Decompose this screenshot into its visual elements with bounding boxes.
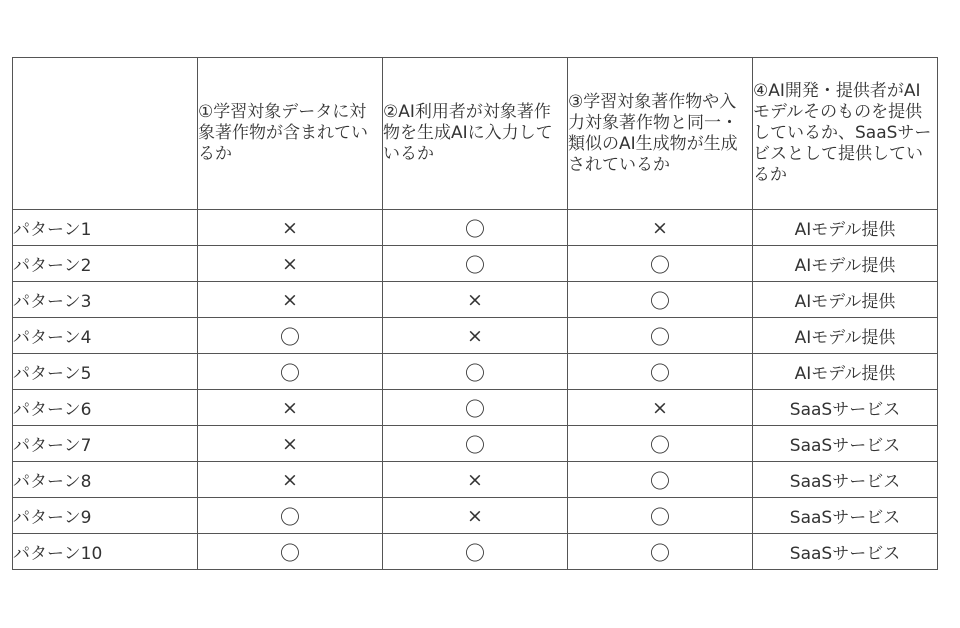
training-data-mark: 〇: [198, 534, 383, 570]
table-row: [13, 246, 938, 282]
table-body: [13, 210, 938, 570]
similar-output-mark: 〇: [568, 498, 753, 534]
similar-output-mark: 〇: [568, 282, 753, 318]
provision-type: SaaSサービス: [753, 426, 938, 462]
table-row: [13, 210, 938, 246]
pattern-label: パターン1: [13, 210, 198, 246]
provision-type: SaaSサービス: [753, 534, 938, 570]
similar-output-mark: 〇: [568, 534, 753, 570]
similar-output-mark: 〇: [568, 354, 753, 390]
pattern-label: パターン7: [13, 426, 198, 462]
user-input-mark: 〇: [383, 354, 568, 390]
pattern-label: パターン8: [13, 462, 198, 498]
table-row: [13, 534, 938, 570]
pattern-table: [12, 57, 938, 570]
user-input-mark: 〇: [383, 210, 568, 246]
header-user-input: ②AI利用者が対象著作物を生成AIに入力しているか: [383, 58, 568, 210]
training-data-mark: ×: [198, 246, 383, 282]
table-row: [13, 318, 938, 354]
pattern-label: パターン10: [13, 534, 198, 570]
pattern-label: パターン6: [13, 390, 198, 426]
user-input-mark: ×: [383, 462, 568, 498]
provision-type: AIモデル提供: [753, 354, 938, 390]
header-corner: [13, 58, 198, 210]
table-row: [13, 498, 938, 534]
user-input-mark: ×: [383, 498, 568, 534]
training-data-mark: ×: [198, 390, 383, 426]
similar-output-mark: ×: [568, 210, 753, 246]
provision-type: SaaSサービス: [753, 390, 938, 426]
provision-type: SaaSサービス: [753, 498, 938, 534]
provision-type: AIモデル提供: [753, 318, 938, 354]
header-row: [13, 58, 938, 210]
training-data-mark: ×: [198, 282, 383, 318]
header-similar-output: ③学習対象著作物や入力対象著作物と同一・類似のAI生成物が生成されているか: [568, 58, 753, 210]
table-row: [13, 390, 938, 426]
similar-output-mark: ×: [568, 390, 753, 426]
training-data-mark: ×: [198, 210, 383, 246]
similar-output-mark: 〇: [568, 318, 753, 354]
training-data-mark: 〇: [198, 498, 383, 534]
similar-output-mark: 〇: [568, 462, 753, 498]
pattern-label: パターン4: [13, 318, 198, 354]
training-data-mark: 〇: [198, 318, 383, 354]
user-input-mark: ×: [383, 318, 568, 354]
training-data-mark: 〇: [198, 354, 383, 390]
header-training-data: ①学習対象データに対象著作物が含まれているか: [198, 58, 383, 210]
user-input-mark: 〇: [383, 246, 568, 282]
provision-type: SaaSサービス: [753, 462, 938, 498]
provision-type: AIモデル提供: [753, 246, 938, 282]
training-data-mark: ×: [198, 462, 383, 498]
user-input-mark: 〇: [383, 426, 568, 462]
table-row: [13, 462, 938, 498]
header-provision-type: ④AI開発・提供者がAIモデルそのものを提供しているか、SaaSサービスとして提供しているか: [753, 58, 938, 210]
pattern-label: パターン2: [13, 246, 198, 282]
similar-output-mark: 〇: [568, 246, 753, 282]
pattern-label: パターン5: [13, 354, 198, 390]
table-row: [13, 426, 938, 462]
user-input-mark: ×: [383, 282, 568, 318]
similar-output-mark: 〇: [568, 426, 753, 462]
user-input-mark: 〇: [383, 390, 568, 426]
pattern-label: パターン3: [13, 282, 198, 318]
provision-type: AIモデル提供: [753, 210, 938, 246]
user-input-mark: 〇: [383, 534, 568, 570]
training-data-mark: ×: [198, 426, 383, 462]
table-row: [13, 282, 938, 318]
pattern-label: パターン9: [13, 498, 198, 534]
table-row: [13, 354, 938, 390]
provision-type: AIモデル提供: [753, 282, 938, 318]
